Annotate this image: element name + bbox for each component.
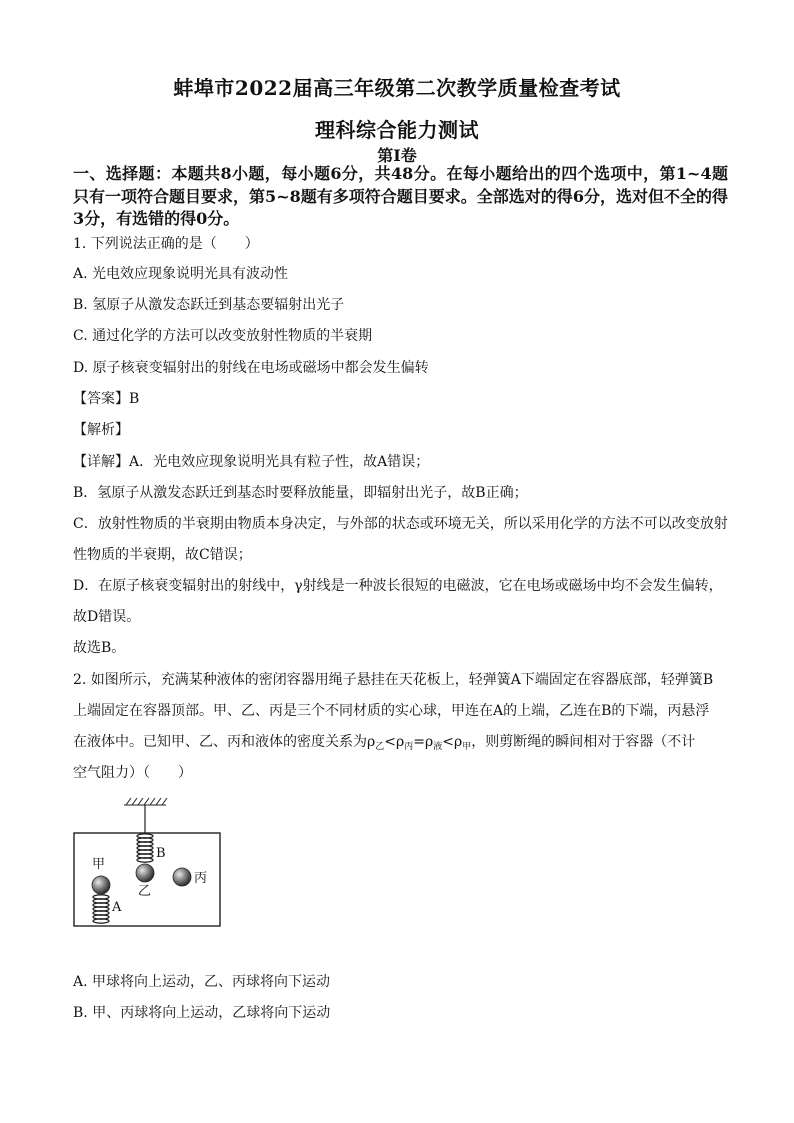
rho-symbol: ρ xyxy=(395,734,405,750)
section-heading: 第I卷 xyxy=(377,146,417,165)
q1-detail-line: B．氢原子从激发态跃迁到基态时要释放能量，即辐射出光子，故B正确； xyxy=(73,485,528,501)
label-yi: 乙 xyxy=(138,884,152,899)
q2-stem-line: 2. 如图所示，充满某种液体的密闭容器用绳子悬挂在天花板上，轻弹簧A下端固定在容器底部，轻弹簧B xyxy=(73,672,714,688)
q1-analysis-label: 【解析】 xyxy=(73,422,129,438)
q2-stem-line: 上端固定在容器顶部。甲、乙、丙是三个不同材质的实心球，甲连在A的上端，乙连在B的下端，丙悬浮 xyxy=(73,703,710,719)
q1-option-c: C. 通过化学的方法可以改变放射性物质的半衰期 xyxy=(73,328,373,344)
q1-detail-line: 故D错误。 xyxy=(73,609,141,625)
ball-jia xyxy=(92,876,110,894)
subscript-bing: 丙 xyxy=(404,742,414,752)
q2-line3-prefix: 在液体中。已知甲、乙、丙和液体的密度关系为 xyxy=(73,734,367,750)
spring-b-icon xyxy=(137,834,153,862)
q2-stem-line: 空气阻力）（ ） xyxy=(73,765,192,781)
q1-option-b: B. 氢原子从激发态跃迁到基态要辐射出光子 xyxy=(73,297,345,313)
subscript-jia: 甲 xyxy=(462,742,472,752)
ceiling-hatch-icon xyxy=(124,798,167,805)
rho-symbol: ρ xyxy=(453,734,463,750)
q2-option-b: B. 甲、丙球将向上运动，乙球将向下运动 xyxy=(73,1005,331,1021)
rho-symbol: ρ xyxy=(424,734,434,750)
q2-option-a: A. 甲球将向上运动，乙、丙球将向下运动 xyxy=(73,974,331,990)
ball-yi xyxy=(136,864,154,882)
q1-detail-line: 【详解】A．光电效应现象说明光具有粒子性，故A错误； xyxy=(73,454,430,470)
exam-subtitle: 理科综合能力测试 xyxy=(315,118,479,142)
q1-detail-line: D．在原子核衰变辐射出的射线中，γ射线是一种波长很短的电磁波，它在电场或磁场中均不会发生偏转， xyxy=(73,578,723,594)
q1-detail-line: C．放射性物质的半衰期由物质本身决定，与外部的状态或环境无关，所以采用化学的方法不可以改变放射 xyxy=(73,516,728,532)
q2-stem-line-density xyxy=(73,733,695,756)
label-jia: 甲 xyxy=(92,857,106,872)
label-a: A xyxy=(112,900,122,915)
spring-a-icon xyxy=(93,895,109,923)
q1-detail-line: 性物质的半衰期，故C错误； xyxy=(73,547,252,563)
equals-sign: = xyxy=(413,734,425,750)
section-instructions: 一、选择题：本题共8小题，每小题6分，共48分。在每小题给出的四个选项中，第1~4题只有一项符合题目要求，第5~8题有多项符合题目要求。全部选对的得6分，选对但不全的得3分，有选错的得0分。 xyxy=(73,164,728,228)
q1-answer: 【答案】B xyxy=(73,391,140,407)
less-than-sign: < xyxy=(442,734,454,750)
q1-option-a: A. 光电效应现象说明光具有波动性 xyxy=(73,266,289,282)
ball-bing xyxy=(173,868,191,886)
q1-option-d: D. 原子核衰变辐射出的射线在电场或磁场中都会发生偏转 xyxy=(73,360,429,376)
q2-line3-suffix: ，则剪断绳的瞬间相对于容器（不计 xyxy=(471,734,696,750)
less-than-sign: < xyxy=(384,734,396,750)
subscript-ye: 液 xyxy=(433,742,443,752)
q1-stem: 1. 下列说法正确的是（ ） xyxy=(73,236,259,252)
label-b: B xyxy=(156,846,166,861)
exam-title: 蚌埠市2022届高三年级第二次教学质量检查考试 xyxy=(173,76,621,100)
subscript-yi: 乙 xyxy=(375,742,385,752)
q2-figure xyxy=(70,793,225,933)
q1-detail-line: 故选B。 xyxy=(73,640,126,656)
rho-symbol: ρ xyxy=(367,734,376,750)
label-bing: 丙 xyxy=(194,871,208,886)
